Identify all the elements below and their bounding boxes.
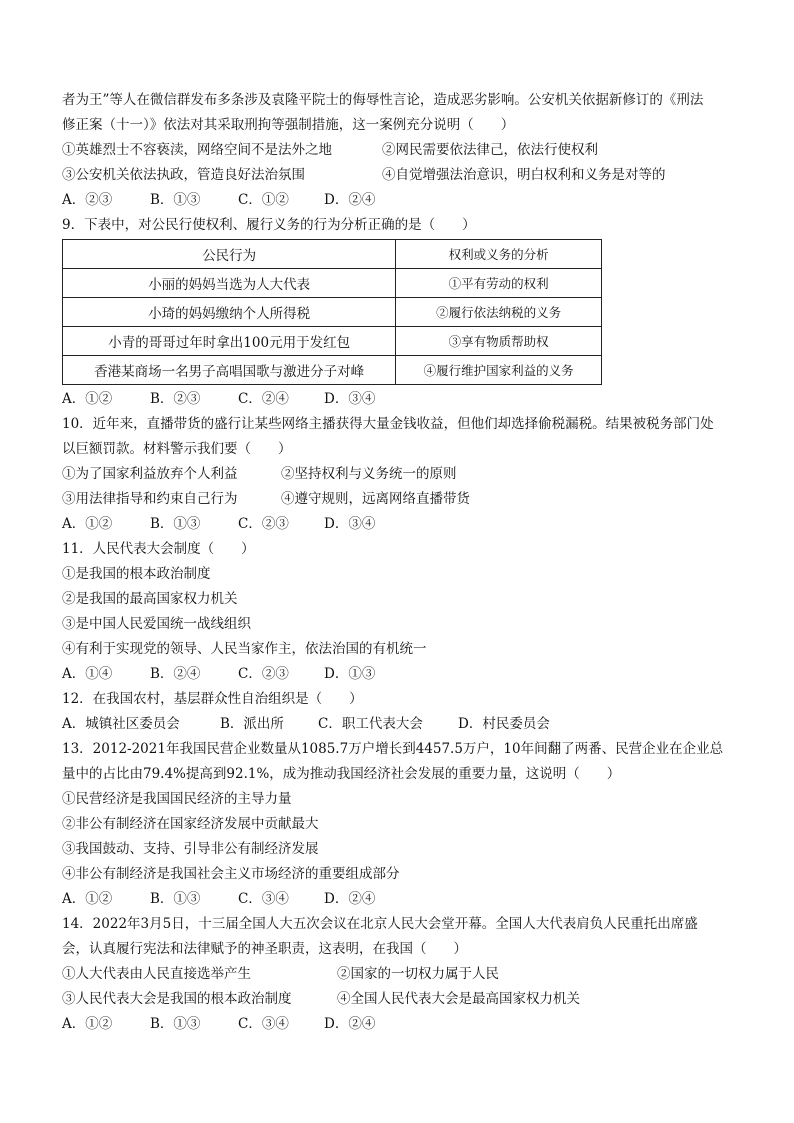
option-b: B．①③ (150, 891, 201, 907)
option-d: D．②④ (324, 1016, 376, 1032)
question-text: 修正案（十一）》依法对其采取刑拘等强制措施，这一案例充分说明（ ） (62, 117, 515, 133)
question-text: 10．近年来，直播带货的盛行让某些网络主播获得大量金钱收益，但他们却选择偷税漏税。结果被税务部门处 (62, 416, 714, 432)
option-a: A．①② (62, 891, 113, 907)
answer-options (62, 387, 742, 412)
option-b: B．②③ (150, 391, 201, 407)
option-d: D．③④ (324, 516, 376, 532)
statement: ①人大代表由人民直接选举产生 (62, 966, 251, 982)
statement: ③是中国人民爱国统一战线组织 (62, 616, 251, 632)
option-a: A．①② (62, 1016, 113, 1032)
question-10 (62, 412, 742, 537)
table-cell: ①平有劳动的权利 (396, 269, 602, 298)
option-c: C．①② (238, 192, 289, 208)
option-c: C．③④ (238, 891, 289, 907)
table-cell: ②履行依法纳税的义务 (396, 298, 602, 327)
table-cell: ④履行维护国家利益的义务 (396, 356, 602, 385)
question-8 (62, 88, 742, 213)
answer-options (62, 512, 742, 537)
option-b: B．①③ (150, 1016, 201, 1032)
question-text: 量中的占比由79.4%提高到92.1%，成为推动我国经济社会发展的重要力量，这说明（ ） (62, 766, 621, 782)
table-row (63, 356, 602, 385)
statement: ①民营经济是我国国民经济的主导力量 (62, 791, 292, 807)
column-header: 公民行为 (63, 240, 396, 269)
answer-options (62, 188, 742, 213)
table-row (63, 269, 602, 298)
question-text: 会，认真履行宪法和法律赋予的神圣职责，这表明，在我国（ ） (62, 941, 467, 957)
question-11 (62, 537, 742, 687)
exam-page (62, 88, 742, 1037)
statement: ③我国鼓动、支持、引导非公有制经济发展 (62, 841, 319, 857)
option-d: D．村民委员会 (458, 716, 550, 732)
option-b: B．①③ (150, 516, 201, 532)
question-text: 14．2022年3月5日，十三届全国人大五次会议在北京人民大会堂开幕。全国人大代表肩负人民重托出席盛 (62, 916, 698, 932)
option-a: A．①② (62, 391, 113, 407)
option-a: A．①④ (62, 666, 113, 682)
option-c: C．③④ (238, 1016, 289, 1032)
table-row (63, 327, 602, 356)
column-header: 权利或义务的分析 (396, 240, 602, 269)
option-c: C．②③ (238, 666, 289, 682)
statement-row (62, 987, 742, 1012)
statement: ④有利于实现党的领导、人民当家作主，依法治国的有机统一 (62, 641, 427, 657)
statement: ②坚持权利与义务统一的原则 (281, 466, 457, 482)
table-row (63, 298, 602, 327)
option-a: A．城镇社区委员会 (62, 716, 180, 732)
statement-row (62, 487, 742, 512)
option-a: A．②③ (62, 192, 113, 208)
statement: ②是我国的最高国家权力机关 (62, 591, 238, 607)
analysis-table (62, 239, 602, 385)
statement-row (62, 138, 742, 163)
question-13 (62, 737, 742, 912)
table-cell: 小丽的妈妈当选为人大代表 (63, 269, 396, 298)
option-d: D．②④ (324, 891, 376, 907)
statement: ②网民需要依法律己，依法行使权利 (382, 142, 598, 158)
option-c: C．②④ (238, 391, 289, 407)
option-b: B．②④ (150, 666, 201, 682)
option-b: B．①③ (150, 192, 201, 208)
statement-row (62, 163, 742, 188)
statement: ①是我国的根本政治制度 (62, 566, 211, 582)
statement: ③公安机关依法执政，管造良好法治氛围 (62, 167, 305, 183)
table-header-row (63, 240, 602, 269)
question-text: 12．在我国农村，基层群众性自治组织是（ ） (62, 691, 363, 707)
table-cell: ③享有物质帮助权 (396, 327, 602, 356)
statement-row (62, 462, 742, 487)
table-cell: 香港某商场一名男子高唱国歌与激进分子对峰 (63, 356, 396, 385)
option-c: C．职工代表大会 (318, 716, 423, 732)
table-cell: 小琦的妈妈缴纳个人所得税 (63, 298, 396, 327)
statement: ②国家的一切权力属于人民 (337, 966, 499, 982)
table-cell: 小青的哥哥过年时拿出100元用于发红包 (63, 327, 396, 356)
question-14 (62, 912, 742, 1037)
statement: ④非公有制经济是我国社会主义市场经济的重要组成部分 (62, 866, 400, 882)
statement: ③人民代表大会是我国的根本政治制度 (62, 991, 292, 1007)
statement-row (62, 962, 742, 987)
answer-options (62, 887, 742, 912)
statement: ④遵守规则，远离网络直播带货 (281, 491, 470, 507)
statement: ②非公有制经济在国家经济发展中贡献最大 (62, 816, 319, 832)
answer-options (62, 1012, 742, 1037)
statement: ④自觉增强法治意识，明白权利和义务是对等的 (382, 167, 666, 183)
question-text: 13．2012-2021年我国民营企业数量从1085.7万户增长到4457.5万户，10年间翻了两番、民营企业在企业总 (62, 741, 724, 757)
statement: ③用法律指导和约束自己行为 (62, 491, 238, 507)
question-12 (62, 687, 742, 737)
question-text: 者为王”等人在微信群发布多条涉及袁隆平院士的侮辱性言论，造成恶劣影响。公安机关依据新修订的《刑法 (62, 92, 704, 108)
question-text: 11．人民代表大会制度（ ） (62, 541, 255, 557)
answer-options (62, 712, 742, 737)
question-text: 以巨额罚款。材料警示我们要（ ） (62, 441, 292, 457)
statement: ④全国人民代表大会是最高国家权力机关 (337, 991, 580, 1007)
option-c: C．②③ (238, 516, 289, 532)
answer-options (62, 662, 742, 687)
question-9 (62, 213, 742, 412)
option-d: D．③④ (324, 391, 376, 407)
question-text: 9．下表中，对公民行使权利、履行义务的行为分析正确的是（ ） (62, 217, 476, 233)
option-b: B．派出所 (220, 716, 284, 732)
option-d: D．②④ (324, 192, 376, 208)
statement: ①为了国家利益放弃个人利益 (62, 466, 238, 482)
statement: ①英雄烈士不容亵渎，网络空间不是法外之地 (62, 142, 332, 158)
option-a: A．①② (62, 516, 113, 532)
option-d: D．①③ (324, 666, 376, 682)
